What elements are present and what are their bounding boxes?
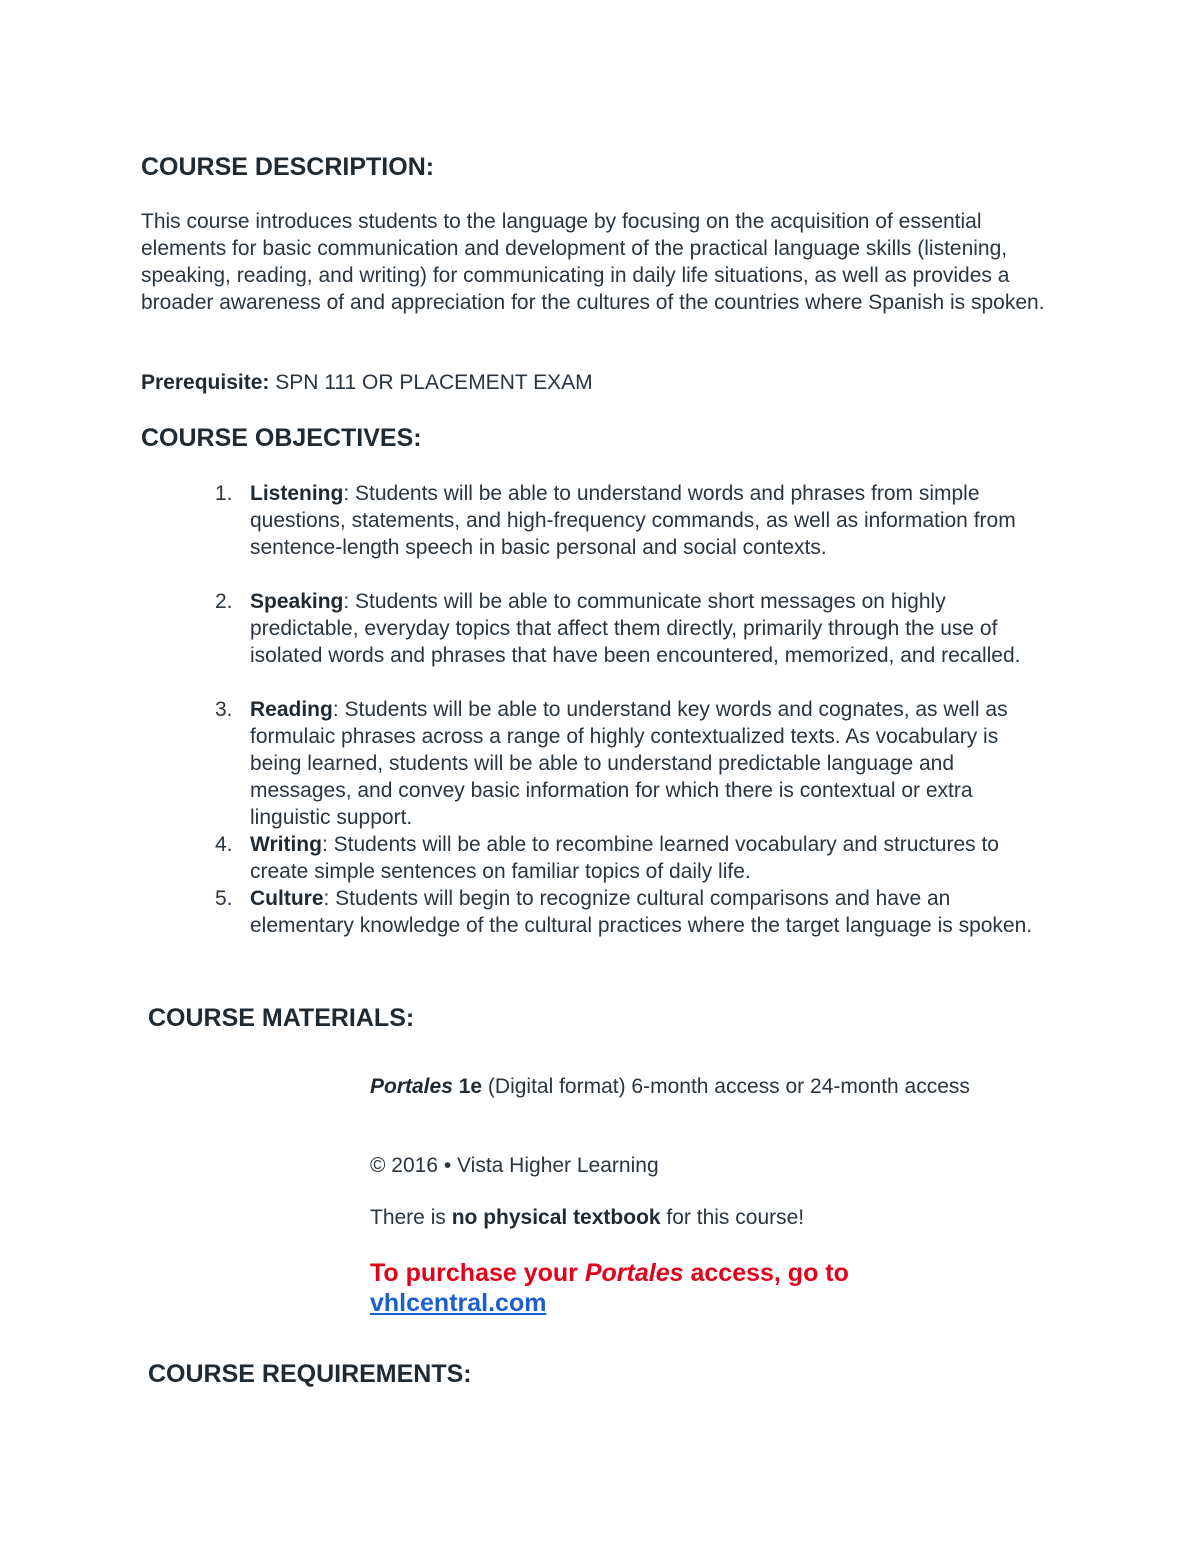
objective-number: 5.: [215, 887, 233, 910]
no-textbook-prefix: There is: [370, 1206, 452, 1229]
no-textbook-suffix: for this course!: [660, 1206, 805, 1229]
vhlcentral-link[interactable]: vhlcentral.com: [370, 1289, 547, 1317]
course-description-heading: COURSE DESCRIPTION:: [141, 153, 435, 181]
objective-title: Reading: [250, 698, 333, 721]
course-requirements-heading: COURSE REQUIREMENTS:: [148, 1360, 472, 1388]
objective-description: : Students will be able to recombine learned vocabulary and structures to create simple sentences on familiar topics of daily life.: [250, 833, 999, 883]
objective-title: Listening: [250, 482, 344, 505]
objective-text: [250, 696, 1050, 831]
objective-number: 4.: [215, 833, 233, 856]
purchase-suffix: access, go to: [683, 1259, 849, 1287]
objective-text: [250, 831, 1050, 885]
no-textbook-line: [370, 1204, 1070, 1231]
objective-number: 1.: [215, 482, 233, 505]
prerequisite-label: Prerequisite:: [141, 371, 270, 394]
course-materials-heading: COURSE MATERIALS:: [148, 1004, 415, 1032]
objective-text: [250, 885, 1050, 939]
course-description-text: This course introduces students to the language by focusing on the acquisition of essential elements for basic communication and development of the practical language skills (listening, speaking, reading, and writing) for communicating in daily life situations, as well as provides a broader awareness of and appreciation for the cultures of the countries where Spanish is spoken.: [141, 210, 1045, 314]
objective-description: : Students will be able to understand words and phrases from simple questions, statements, and high-frequency commands, as well as information from sentence-length speech in basic personal and social contexts.: [250, 482, 1016, 559]
prerequisite-value: SPN 111 OR PLACEMENT EXAM: [269, 371, 593, 394]
objective-title: Speaking: [250, 590, 344, 613]
purchase-line: [370, 1258, 849, 1288]
copyright-line: © 2016 • Vista Higher Learning: [370, 1154, 659, 1177]
objective-text: [250, 588, 1050, 669]
course-objectives-heading: COURSE OBJECTIVES:: [141, 424, 422, 452]
purchase-prefix: To purchase your: [370, 1259, 585, 1287]
materials-book-line: [370, 1073, 990, 1100]
purchase-product: Portales: [584, 1259, 684, 1287]
objective-text: [250, 480, 1050, 561]
objective-description: : Students will begin to recognize cultural comparisons and have an elementary knowledge of the cultural practices where the target language is spoken.: [250, 887, 1033, 937]
objective-description: : Students will be able to understand key words and cognates, as well as formulaic phrases across a range of highly contextualized texts. As vocabulary is being learned, students will be able to understand predictable language and messages, and convey basic information for which there is contextual or extra linguistic support.: [250, 698, 1008, 829]
book-title: Portales: [370, 1075, 453, 1098]
objective-title: Culture: [250, 887, 324, 910]
prerequisite-line: [141, 369, 1041, 396]
book-detail: (Digital format) 6-month access or 24-month access: [482, 1075, 970, 1098]
book-edition: 1e: [452, 1075, 483, 1098]
objective-number: 3.: [215, 698, 233, 721]
no-textbook-emphasis: no physical textbook: [451, 1206, 661, 1229]
objective-number: 2.: [215, 590, 233, 613]
objective-title: Writing: [250, 833, 322, 856]
objective-description: : Students will be able to communicate short messages on highly predictable, everyday topics that affect them directly, primarily through the use of isolated words and phrases that have been encountered, memorized, and recalled.: [250, 590, 1021, 667]
